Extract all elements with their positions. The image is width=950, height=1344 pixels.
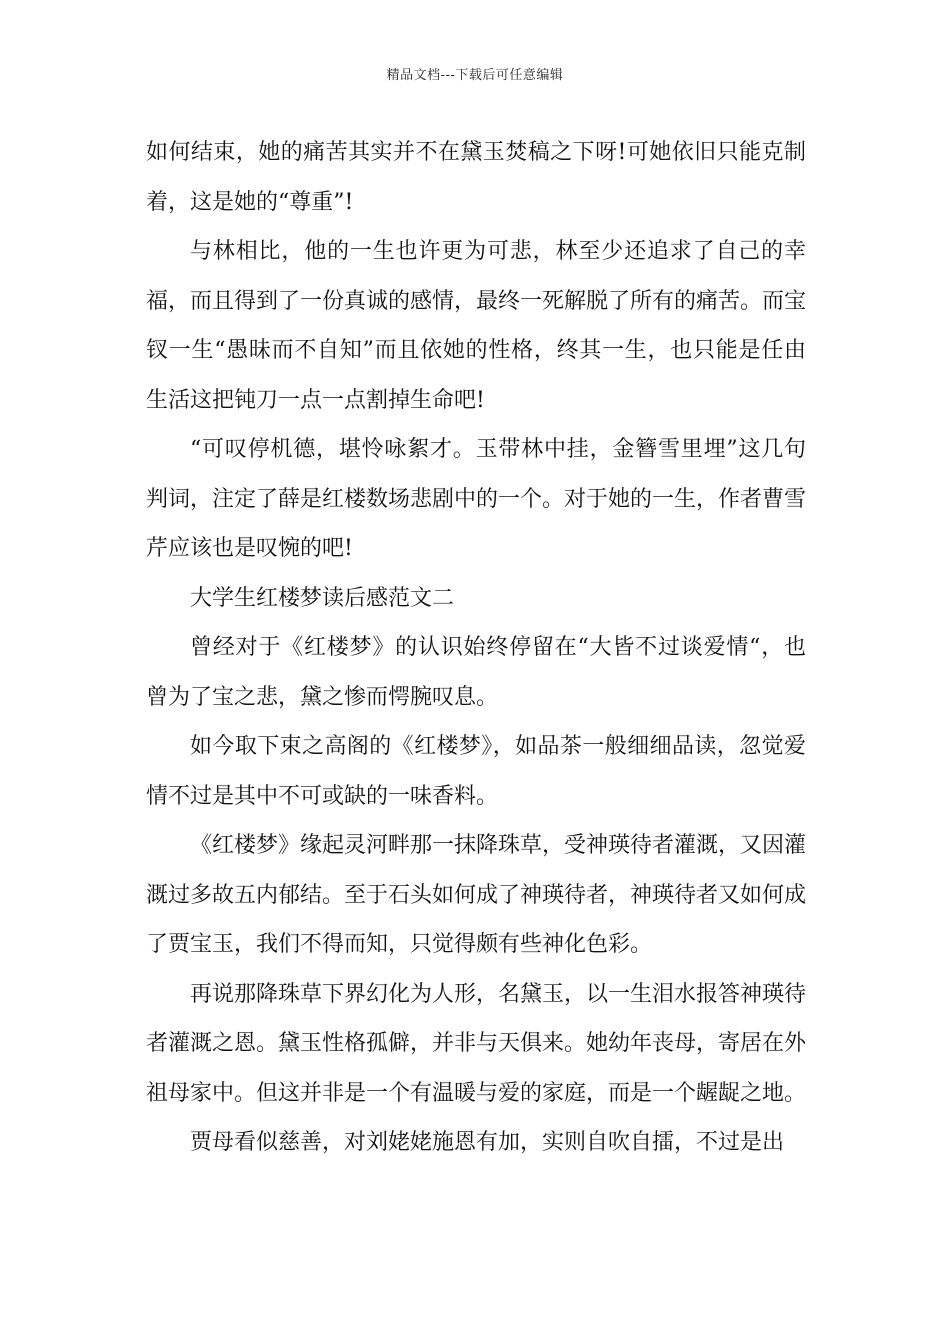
paragraph: 再说那降珠草下界幻化为人形，名黛玉，以一生泪水报答神瑛待者灌溉之恩。黛玉性格孤僻，并非与天俱来。她幼年丧母，寄居在外祖母家中。但这并非是一个有温暖与爱的家庭，而是一个龌龊之地。 [146, 981, 807, 1106]
section-heading: 大学生红楼梦读后感范文二 [190, 585, 455, 611]
paragraph: 曾经对于《红楼梦》的认识始终停留在“大皆不过谈爱情“，也曾为了宝之悲，黛之惨而愕腕叹息。 [146, 635, 806, 710]
page-header: 精品文档---下载后可任意编辑 [386, 68, 564, 83]
paragraph: 《红楼梦》缘起灵河畔那一抹降珠草，受神瑛待者灌溉，又因灌溉过多故五内郁结。至于石头如何成了神瑛待者，神瑛待者又如何成了贾宝玉，我们不得而知，只觉得颇有些神化色彩。 [146, 833, 807, 957]
paragraph: 与林相比，他的一生也许更为可悲，林至少还追求了自己的幸福，而且得到了一份真诚的感情，最终一死解脱了所有的痛苦。而宝钗一生“愚昧而不自知”而且依她的性格，终其一生，也只能是任由生活这把钝刀一点一点割掉生命吧! [146, 239, 807, 413]
paragraph: 如今取下束之高阁的《红楼梦》，如品茶一般细细品读，忽觉爱情不过是其中不可或缺的一味香料。 [146, 734, 806, 809]
document-body [146, 128, 806, 1168]
paragraph: 贾母看似慈善，对刘姥姥施恩有加，实则自吹自擂，不过是出 [190, 1130, 785, 1155]
paragraph: 如何结束，她的痛苦其实并不在黛玉焚稿之下呀!可她依旧只能克制着，这是她的“尊重”! [146, 140, 806, 215]
paragraph: “可叹停机德，堪怜咏絮才。玉带林中挂，金簪雪里埋”这几句判词，注定了薛是红楼数场悲剧中的一个。对于她的一生，作者曹雪芹应该也是叹惋的吧! [146, 437, 807, 561]
